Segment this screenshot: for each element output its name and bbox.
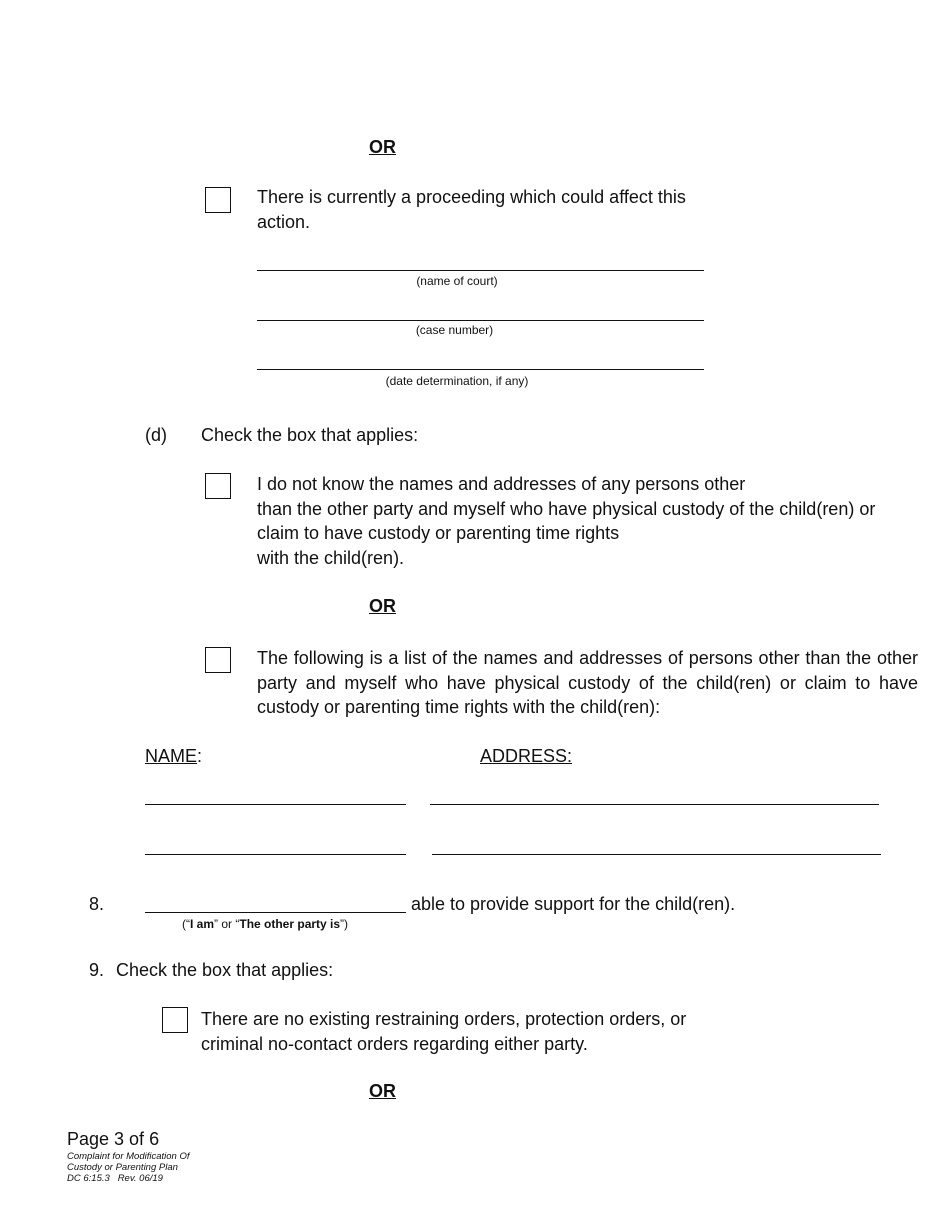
unknown-persons-line-3: claim to have custody or parenting time rights [257,523,620,543]
page-number: Page 3 of 6 [67,1129,160,1149]
form-title-line-2: Custody or Parenting Plan [67,1162,178,1173]
section-d-letter: (d) [145,425,167,445]
case-number-line[interactable] [257,320,704,321]
form-title-line-1: Complaint for Modification Of [67,1151,190,1162]
date-determination-line[interactable] [257,369,704,370]
or-separator-3: OR [369,1081,396,1101]
unknown-persons-line-2: than the other party and myself who have physical custody of the child(ren) or [257,498,876,519]
address-column-header: ADDRESS: [480,746,573,766]
or-separator-2: OR [369,596,396,616]
persons-list-option-text: The following is a list of the names and addresses of persons other than the other party and myself who have physical custody of the child(ren) or claim to have custody or parenting time rights with the child(ren): [257,648,918,717]
no-orders-line-2: criminal no-contact orders regarding either party. [201,1033,588,1054]
form-identifier [67,1151,190,1184]
name-entry-line-1[interactable] [145,804,406,805]
caption-option-i-am: I am [190,917,215,931]
support-party-caption [182,917,348,931]
caption-option-other-party: The other party is [239,917,341,931]
court-name-caption: (name of court) [416,274,498,288]
no-orders-line-1: There are no existing restraining orders, protection orders, or [201,1009,687,1029]
unknown-persons-checkbox[interactable] [205,473,231,499]
form-code: DC 6:15.3 Rev. 06/19 [67,1173,163,1184]
persons-list-checkbox[interactable] [205,647,231,673]
item-8-number: 8. [89,894,105,914]
unknown-persons-line-1: I do not know the names and addresses of any persons other [257,474,746,494]
court-name-line[interactable] [257,270,704,271]
case-number-caption: (case number) [415,323,494,337]
name-column-header [145,744,202,769]
no-orders-checkbox[interactable] [162,1007,188,1033]
address-entry-line-2[interactable] [432,854,881,855]
item-9-instruction: Check the box that applies: [116,960,334,980]
unknown-persons-option-text [257,472,917,570]
no-orders-option-text [201,1007,761,1056]
or-separator-1: OR [369,137,396,157]
address-entry-line-1[interactable] [430,804,879,805]
name-entry-line-2[interactable] [145,854,406,855]
unknown-persons-line-4: with the child(ren). [257,547,405,568]
section-d-instruction: Check the box that applies: [201,425,419,445]
date-determination-caption: (date determination, if any) [385,374,529,388]
item-9-number: 9. [89,960,105,980]
support-party-line[interactable] [145,912,406,913]
name-header-label: NAME [145,746,198,766]
name-header-colon: : [197,746,203,766]
proceeding-checkbox[interactable] [205,187,231,213]
caption-open-quote: (“ [182,917,190,931]
proceeding-option-text: There is currently a proceeding which could affect this action. [257,187,686,232]
caption-or: ” or “ [214,917,240,931]
item-8-text: able to provide support for the child(ren). [411,894,736,914]
caption-close-quote: ”) [340,917,349,931]
